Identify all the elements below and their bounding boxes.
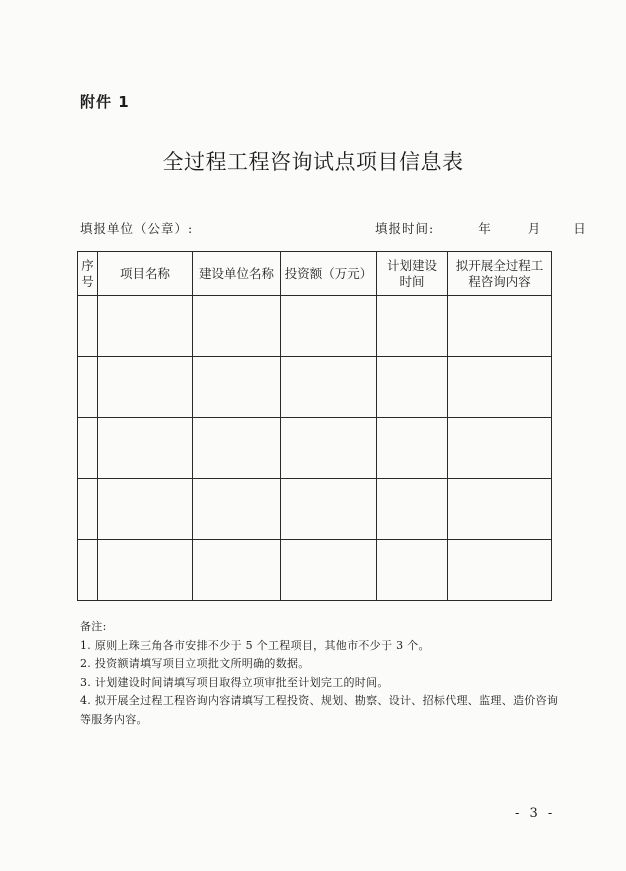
notes-section (80, 618, 560, 729)
table-cell (377, 540, 448, 601)
table-cell (98, 357, 193, 418)
note-item: 4. 拟开展全过程工程咨询内容请填写工程投资、规划、勘察、设计、招标代理、监理、造价咨询等服务内容。 (80, 694, 559, 726)
table-cell (448, 418, 552, 479)
table-cell (448, 479, 552, 540)
attachment-label: 附件 1 (80, 93, 130, 111)
table-cell (377, 479, 448, 540)
table-cell (193, 479, 281, 540)
header-investment-amount: 投资额（万元） (281, 252, 377, 296)
table-cell (448, 296, 552, 357)
table-cell (377, 357, 448, 418)
table-cell (281, 418, 377, 479)
table-cell (78, 296, 98, 357)
table-cell (78, 418, 98, 479)
table-cell (78, 479, 98, 540)
fill-time-month: 月 (527, 221, 542, 236)
header-planned-construction-time: 计划建设时间 (377, 252, 448, 296)
fill-time-label: 填报时间: (375, 221, 435, 236)
table-cell (193, 418, 281, 479)
table-cell (193, 540, 281, 601)
note-item: 2. 投资额请填写项目立项批文所明确的数据。 (80, 657, 310, 670)
fill-time-line (375, 219, 587, 237)
table-row (78, 418, 552, 479)
fill-time-year: 年 (478, 221, 492, 236)
fill-time-day: 日 (573, 221, 587, 236)
table-row (78, 357, 552, 418)
table-cell (98, 479, 193, 540)
fill-unit-label: 填报单位（公章）: (80, 221, 194, 236)
table-row (78, 540, 552, 601)
page-number: - 3 - (515, 806, 556, 821)
table-cell (78, 357, 98, 418)
table-cell (193, 357, 281, 418)
table-cell (78, 540, 98, 601)
table-cell (281, 540, 377, 601)
table-cell (98, 418, 193, 479)
document-title: 全过程工程咨询试点项目信息表 (162, 150, 464, 174)
table-row (78, 296, 552, 357)
table-cell (98, 296, 193, 357)
table-cell (281, 357, 377, 418)
table-cell (448, 357, 552, 418)
note-item: 3. 计划建设时间请填写项目取得立项审批至计划完工的时间。 (80, 675, 389, 689)
table-cell (281, 296, 377, 357)
table-row (78, 479, 552, 540)
table-cell (98, 540, 193, 601)
table-cell (448, 540, 552, 601)
header-serial-number: 序号 (78, 252, 98, 296)
notes-heading: 备注: (80, 620, 107, 633)
project-info-table (77, 251, 552, 601)
header-construction-unit: 建设单位名称 (193, 252, 281, 296)
table-cell (281, 479, 377, 540)
table-cell (377, 418, 448, 479)
header-project-name: 项目名称 (98, 252, 193, 296)
header-consulting-content: 拟开展全过程工程咨询内容 (448, 252, 552, 296)
table-cell (377, 296, 448, 357)
table-cell (193, 296, 281, 357)
note-item: 1. 原则上珠三角各市安排不少于 5 个工程项目，其他市不少于 3 个。 (80, 638, 430, 652)
table-header-row (78, 252, 552, 296)
